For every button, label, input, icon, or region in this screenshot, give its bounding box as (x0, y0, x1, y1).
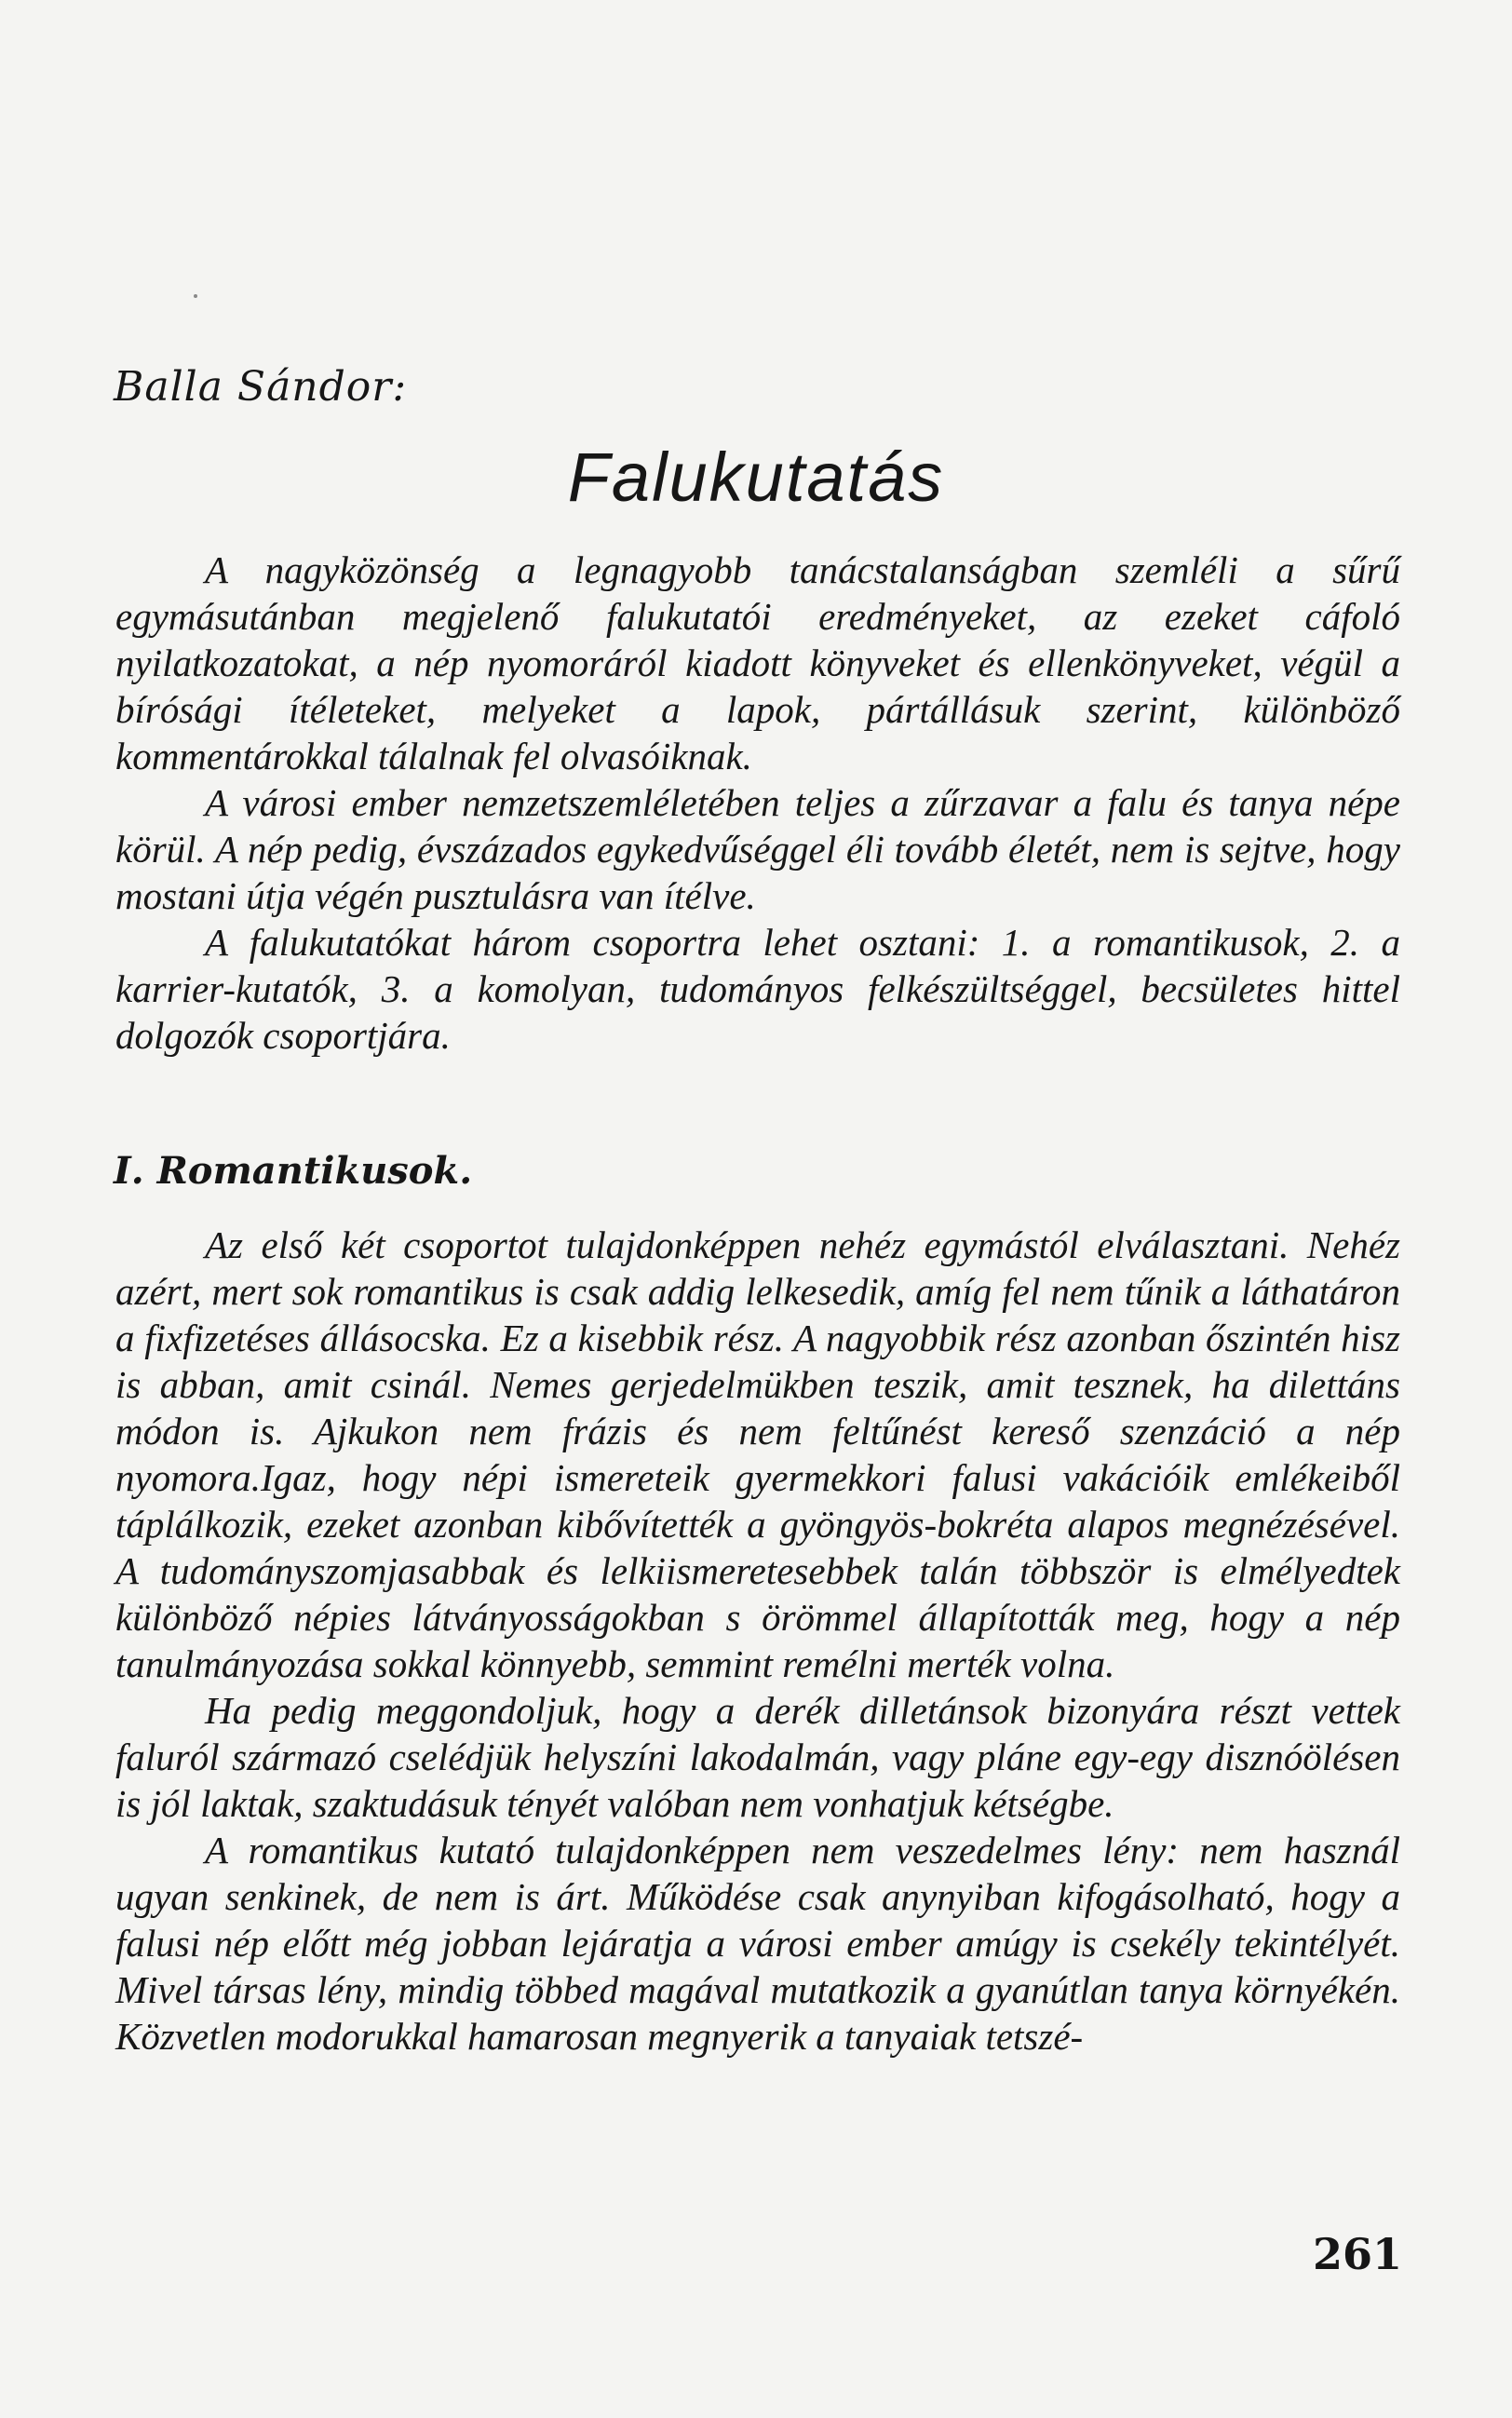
article-title: Falukutatás (567, 439, 945, 516)
intro-paragraph: A városi ember nemzetszemléletében teljes a zűrzavar a falu és tanya népe körül. A nép pedig, évszázados egykedvűséggel éli tovább életét, nem is sejtve, hogy mostani útja végén pusztulásra van ítélve. (115, 781, 1400, 917)
section-paragraph: Az első két csoportot tulajdonképpen nehéz egymástól elválasztani. Nehéz azért, mert sok romantikus is csak addig lelkesedik, amíg fel nem tűnik a láthatáron a fixfizetéses állásocska. Ez a kisebbik rész. A nagyobbik rész azonban őszintén hisz is abban, amit csinál. Nemes gerjedelmükben teszik, amit tesznek, ha dilettáns módon is. Ajkukon nem frázis és nem feltűnést kereső szenzáció a nép nyomora.Igaz, hogy népi ismereteik gyermekkori falusi vakációik emlékeiből táplálkozik, ezeket azonban kibővítették a gyöngyös-bokréta alapos megnézésével. A tudományszomjasabbak és lelkiismeretesebbek talán többször is elmélyedtek különböző népies látványosságokban s örömmel állapították meg, hogy a nép tanulmányozása sokkal könnyebb, semmint remélni merték volna. (115, 1223, 1400, 1685)
section-paragraph: A romantikus kutató tulajdonképpen nem veszedelmes lény: nem használ ugyan senkinek, de nem is árt. Működése csak anynyiban kifogásolható, hogy a falusi nép előtt még jobban lejáratja a városi ember amúgy is csekély tekintélyét. Mivel társas lény, mindig többed magával mutatkozik a gyanútlan tanya környékén. Közvetlen modorukkal hamarosan megnyerik a tanyaiak tetszé- (115, 1829, 1400, 2058)
intro-paragraph: A nagyközönség a legnagyobb tanácstalanságban szemléli a sűrű egymásutánban megjelenő falukutatói eredményeket, az ezeket cáfoló nyilatkozatokat, a nép nyomoráról kiadott könyveket és ellenkönyveket, végül a bírósági ítéleteket, melyeket a lapok, pártállásuk szerint, különböző kommentárokkal tálalnak fel olvasóiknak. (115, 548, 1400, 777)
intro-paragraph: A falukutatókat három csoportra lehet osztani: 1. a romantikusok, 2. a karrier-kutatók, 3. a komolyan, tudományos felkészültséggel, becsületes hittel dolgozók csoportjára. (115, 921, 1400, 1057)
section-paragraph: Ha pedig meggondoljuk, hogy a derék dilletánsok bizonyára részt vettek faluról származó cselédjük helyszíni lakodalmán, vagy pláne egy-egy disznóölésen is jól laktak, szaktudásuk tényét valóban nem vonhatjuk kétségbe. (115, 1689, 1400, 1825)
intro-text (115, 547, 1400, 1059)
author-name: Balla Sándor: (114, 363, 408, 411)
section-text (115, 1222, 1400, 2060)
scan-speck (194, 294, 197, 298)
page-number: 261 (1313, 2229, 1403, 2279)
section-heading: I. Romantikusok. (114, 1149, 473, 1193)
